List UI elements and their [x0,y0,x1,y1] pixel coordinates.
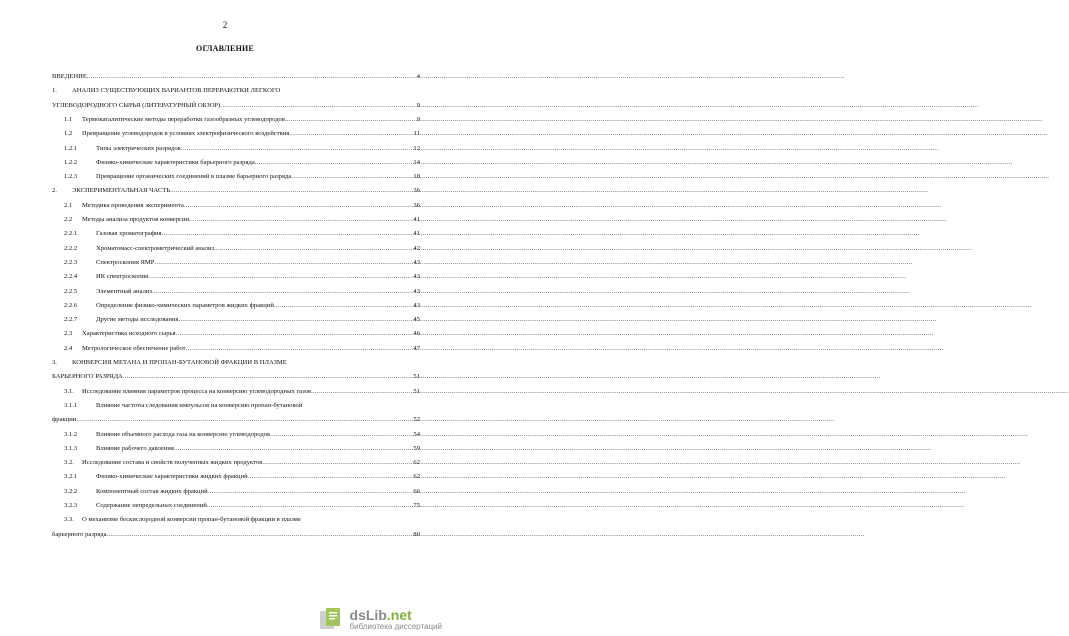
toc-entry-title: ВВЕДЕНИЕ [52,73,87,80]
toc-entry-page: 59 [413,444,420,452]
toc-entry-title: АНАЛИЗ СУЩЕСТВУЮЩИХ ВАРИАНТОВ ПЕРЕРАБОТКИ ЛЕГКОГО [72,87,281,95]
toc-entry [52,170,420,183]
toc-leader-dots [107,528,413,541]
toc-leader-dots [87,70,416,83]
toc-entry-title: Хроматомасс-спектрометрический анализ [96,244,215,252]
toc-entry [52,199,420,212]
toc-entry-number: 2.1 [64,201,73,209]
toc-entry-number: 3.3. [64,516,74,524]
toc-entry [52,99,420,112]
toc-entry [52,127,420,140]
toc-entry [52,84,420,97]
toc-entry [52,399,420,412]
toc-entry-number: 3.2. [64,459,74,467]
toc-entry-number: 2.2.6 [64,301,78,309]
toc-entry [52,285,420,298]
toc-entry-page: 62 [413,459,420,467]
toc-entry-number: 2.2.2 [64,244,78,252]
toc-entry-page: 4 [416,73,420,80]
toc-entry-number: 3.2.3 [64,502,78,509]
toc-entry [52,513,420,526]
toc-entry-page: 41 [413,216,420,223]
toc-entry-title: Методы анализа продуктов конверсии [82,216,190,223]
toc-entry-title: Определение физико-химических параметров жидких фракций [96,301,274,309]
toc-entry-title: УГЛЕВОДОРОДНОГО СЫРЬЯ (ЛИТЕРАТУРНЫЙ ОБЗОР) [52,101,221,109]
toc-leader-dots [311,385,412,398]
toc-entry-title: Влияние объемного расхода газа на конверсию углеводородов [96,430,271,438]
toc-entry-page: 43 [413,258,420,266]
toc-entry [52,113,420,126]
toc-leader-dots [181,142,413,155]
toc-entry-number: 2.2 [64,216,73,223]
toc-entry-number: 2.4 [64,344,73,352]
toc-entry [52,242,420,255]
toc-entry-page: 66 [413,487,420,495]
toc-entry [52,213,420,226]
toc-leader-dots [248,470,413,483]
toc-entry-page: 51 [413,387,420,395]
toc-entry [52,142,420,155]
toc-entry-page: 43 [413,287,420,295]
toc-entry-page: 46 [413,330,420,338]
toc-entry-page: 54 [413,430,420,438]
toc-leader-dots [76,413,412,426]
toc-entry-title: ИК спектроскопия [96,273,149,281]
toc-leader-dots [152,285,412,298]
watermark-brand: dsLib.net [349,606,412,623]
toc-entry-number: 3.2.1 [64,473,78,481]
toc-entry [52,470,420,483]
toc-leader-dots [189,213,412,226]
toc-leader-dots [123,370,413,383]
toc-entry-page: 47 [413,344,420,352]
watermark-subtitle: библиотека диссертаций [349,621,442,631]
toc-leader-dots [178,313,412,326]
toc-entry-title: Другие методы исследования [96,316,179,324]
toc-entry-page: 12 [413,144,420,152]
toc-entry [52,485,420,498]
toc-leader-dots [154,256,412,269]
toc-entry-title: Исследование влияния параметров процесса на конверсию углеводородных газов [82,387,312,395]
toc-entry-title: ЭКСПЕРИМЕНТАЛЬНАЯ ЧАСТЬ [72,187,171,195]
toc-entry-number: 1.1 [64,115,73,123]
toc-entry-page: 36 [413,201,420,209]
toc-entry-title: Влияние частоты следования импульсов на конверсию пропан-бутановой [96,401,303,409]
toc-entry-page: 9 [416,101,420,109]
toc-entry-title: барьерного разряда [52,530,107,538]
toc-entry [52,413,420,426]
toc-leader-dots [174,442,412,455]
toc-leader-dots [214,242,412,255]
toc-leader-dots [184,199,413,212]
toc-entry-title: Методика проведения эксперимента [82,201,184,209]
toc-entry [52,370,420,383]
toc-entry-page: 75 [413,502,420,509]
toc-entry-page: 36 [413,187,420,195]
toc-entry [52,70,420,83]
toc-entry [52,156,420,169]
toc-entry-number: 3. [52,359,57,366]
toc-leader-dots [207,499,413,512]
toc-leader-dots [162,227,413,240]
toc-entry-page: 43 [413,273,420,281]
toc-entry-title: Содержание непредельных соединений [96,502,207,509]
toc-entry-title: Превращение органических соединений в плазме барьерного разряда [96,173,292,181]
toc-entry-title: БАРЬЕРНОГО РАЗРЯДА [52,373,123,381]
toc-entry-number: 3.2.2 [64,487,78,495]
toc-entry-page: 51 [413,373,420,381]
toc-leader-dots [255,156,413,169]
toc-entry [52,456,420,469]
toc-entry-page: 41 [413,230,420,238]
toc-entry-page: 14 [413,158,420,166]
toc-leader-dots [220,99,415,112]
toc-entry [52,385,420,398]
toc-entry-number: 3.1.2 [64,430,78,438]
toc-entry-number: 1. [52,87,57,95]
toc-entry [52,184,420,197]
toc-entry-title: Характеристика исходного сырья [82,330,176,338]
toc-entry-page: 62 [413,473,420,481]
toc-entry-number: 1.2 [64,130,73,138]
toc-entry-title: Компонентный состав жидких фракций [96,487,208,495]
toc-entry-page: 11 [413,130,420,138]
document-page [0,0,450,636]
toc-leader-dots [285,113,416,126]
toc-entry [52,499,420,512]
dslib-logo-icon [318,606,346,632]
toc-entry-title: О механизме бескислородной конверсии пропан-бутановой фракции в плазме [82,516,301,524]
toc-entry-page: 45 [413,316,420,324]
toc-entry-number: 2.3 [64,330,73,338]
toc-entry-page: 52 [413,416,420,424]
toc-entry [52,428,420,441]
toc-entry [52,270,420,283]
toc-entry [52,356,420,369]
toc-title: ОГЛАВЛЕНИЕ [196,44,254,53]
toc-entry-number: 2.2.5 [64,287,78,295]
toc-leader-dots [262,456,412,469]
toc-leader-dots [170,184,412,197]
toc-entry-title: Физико-химические характеристики барьерного разряда [96,158,255,166]
toc-entry-title: КОНВЕРСИЯ МЕТАНА И ПРОПАН-БУТАНОВОЙ ФРАКЦИИ В ПЛАЗМЕ [72,359,287,366]
toc-entry-page: 18 [413,173,420,181]
toc-entry-title: Превращение углеводородов в условиях электрофизического воздействия [82,130,290,138]
page-number: 2 [222,20,228,30]
toc-entry [52,327,420,340]
toc-entry-number: 1.2.1 [64,144,78,152]
dslib-watermark [318,606,442,632]
toc-entry [52,528,420,541]
toc-entry-number: 1.2.2 [64,158,78,166]
toc-leader-dots [176,327,413,340]
toc-entry-title: Термокаталитические методы переработки газообразных углеводородов [82,115,285,123]
toc-entry-number: 3.1.3 [64,444,78,452]
toc-entry-title: Физико-химические характеристики жидких фракций [96,473,248,481]
toc-entry [52,256,420,269]
toc-entry [52,442,420,455]
toc-entry-title: Газовая хроматография [96,230,162,238]
toc-entry-number: 2.2.1 [64,230,78,238]
toc-entry-title: Спектроскопия ЯМР [96,258,155,266]
toc-entry-page: 43 [413,301,420,309]
toc-entry-title: Исследование состава и свойств полученных жидких продуктов [82,459,263,467]
toc-entry-number: 2.2.4 [64,273,78,281]
toc-entry-page: 9 [416,115,420,123]
toc-entry [52,342,420,355]
toc-leader-dots [186,342,413,355]
toc-leader-dots [148,270,412,283]
toc-entry-title: фракции [52,416,77,424]
toc-leader-dots [289,127,412,140]
toc-entry-title: Типы электрических разрядов [96,144,181,152]
toc-entry-number: 1.2.3 [64,173,78,181]
toc-entry-number: 2. [52,187,57,195]
toc-entry-page: 42 [413,244,420,252]
toc-leader-dots [291,170,412,183]
toc-entry-page: 80 [413,530,420,538]
toc-entry [52,227,420,240]
toc-entry-title: Элементный анализ [96,287,152,295]
toc-entry-number: 3.1. [64,387,74,395]
toc-entry-number: 3.1.1 [64,401,78,409]
toc-leader-dots [274,299,413,312]
toc-entry-title: Влияние рабочего давления [96,444,174,452]
toc-entry-title: Метрологическое обеспечение работ [82,344,186,352]
toc-leader-dots [208,485,413,498]
toc-leader-dots [270,428,412,441]
toc-entry-number: 2.2.7 [64,316,78,324]
toc-entry [52,299,420,312]
toc-entry [52,313,420,326]
toc-entry-number: 2.2.3 [64,258,78,266]
